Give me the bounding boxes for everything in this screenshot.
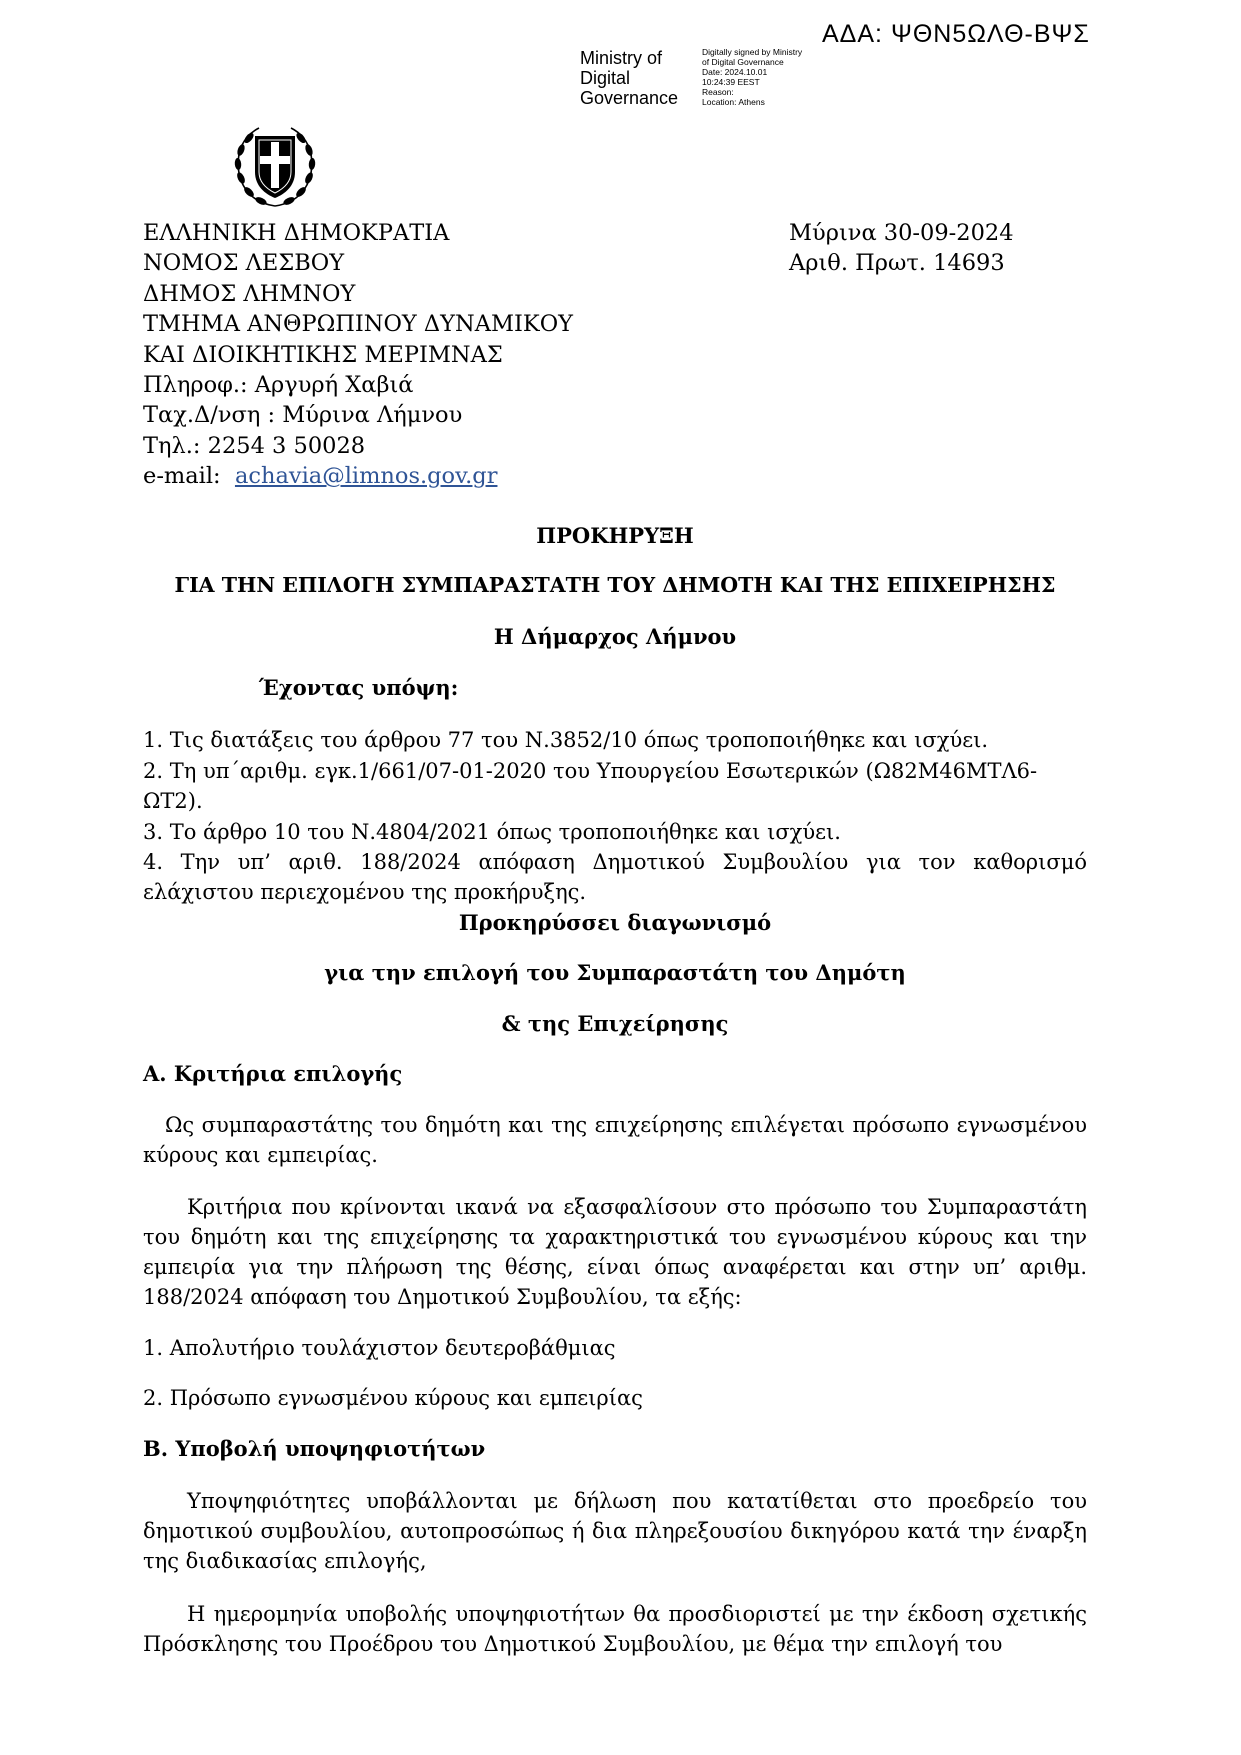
consideration-item: 1. Τις διατάξεις του άρθρου 77 του Ν.3852/10 όπως τροποποιήθηκε και ισχύει. — [143, 728, 989, 752]
header-line: ΚΑΙ ΔΙΟΙΚΗΤΙΚΗΣ ΜΕΡΙΜΝΑΣ — [143, 341, 503, 368]
signature-details — [702, 47, 802, 107]
document-title: ΠΡΟΚΗΡΥΞΗ — [536, 523, 694, 548]
place-date: Μύρινα 30-09-2024 — [789, 220, 1014, 246]
header-line: ΤΜΗΜΑ ΑΝΘΡΩΠΙΝΟΥ ΔΥΝΑΜΙΚΟΥ — [143, 311, 574, 338]
signature-org-line: Digital — [580, 68, 631, 88]
signature-detail-line: Digitally signed by Ministry — [702, 47, 803, 57]
signature-detail-line: 10:24:39 EEST — [702, 77, 760, 87]
considerations-list — [143, 725, 1087, 907]
signature-org-line: Governance — [580, 88, 679, 108]
criteria-item-1: 1. Απολυτήριο τουλάχιστον δευτεροβάθμιας — [143, 1336, 616, 1360]
email-line — [143, 461, 573, 491]
header-line: Ταχ.Δ/νση : Μύρινα Λήμνου — [143, 402, 463, 429]
email-link[interactable]: achavia@limnos.gov.gr — [234, 463, 498, 490]
section-b-paragraph-1: Υποψηφιότητες υποβάλλονται με δήλωση που κατατίθεται στο προεδρείο του δημοτικού συμβουλίου, αυτοπροσώπως ή δια πληρεξουσίου δικηγόρου κατά την έναρξη της διαδικασίας επιλογής, — [143, 1489, 1087, 1573]
section-a-heading: Α. Κριτήρια επιλογής — [143, 1061, 403, 1086]
consideration-item: 2. Τη υπ΄αριθμ. εγκ.1/661/07-01-2020 του Υπουργείου Εσωτερικών (Ω82Μ46ΜΤΛ6-ΩΤ2). — [143, 758, 1038, 814]
greek-coat-of-arms-icon — [229, 120, 321, 212]
date-protocol — [789, 218, 1014, 279]
document-subtitle: ΓΙΑ ΤΗΝ ΕΠΙΛΟΓΗ ΣΥΜΠΑΡΑΣΤΑΤΗ ΤΟΥ ΔΗΜΟΤΗ ΚΑΙ ΤΗΣ ΕΠΙΧΕΙΡΗΣΗΣ — [174, 573, 1056, 597]
section-a-paragraph-1: Ως συμπαραστάτης του δημότη και της επιχείρησης επιλέγεται πρόσωπο εγνωσμένου κύρους και εμπειρίας. — [143, 1113, 1087, 1167]
consideration-item: 3. Το άρθρο 10 του Ν.4804/2021 όπως τροποποιήθηκε και ισχύει. — [143, 819, 841, 844]
header-line: Τηλ.: 2254 3 50028 — [143, 432, 366, 459]
email-label: e-mail: — [143, 463, 221, 490]
signature-detail-line: Date: 2024.10.01 — [702, 67, 768, 77]
header-line: ΝΟΜΟΣ ΛΕΣΒΟΥ — [143, 250, 345, 277]
section-a-paragraph-2: Κριτήρια που κρίνονται ικανά να εξασφαλίσουν στο πρόσωπο του Συμπαραστάτη του δημότη και της επιχείρησης τα χαρακτηριστικά του εγνωσμένου κύρους και την εμπειρία για την πλήρωση της θέσης, είναι όπως αναφέρεται και στην υπ’ αριθμ. 188/2024 απόφαση του Δημοτικού Συμβουλίου, τα εξής: — [143, 1195, 1087, 1309]
header-line: ΕΛΛΗΝΙΚΗ ΔΗΜΟΚΡΑΤΙΑ — [143, 220, 450, 246]
announce-line-2: για την επιλογή του Συμπαραστάτη του Δημότη — [324, 960, 906, 985]
signature-detail-line: Reason: — [702, 87, 734, 97]
announce-line-1: Προκηρύσσει διαγωνισμό — [458, 910, 772, 935]
protocol-number: Αριθ. Πρωτ. 14693 — [789, 250, 1005, 277]
section-b-paragraph-2: Η ημερομηνία υποβολής υποψηφιοτήτων θα προσδιοριστεί με την έκδοση σχετικής Πρόσκλησης του Προέδρου του Δημοτικού Συμβουλίου, με θέμα την επιλογή του — [143, 1602, 1087, 1656]
signature-org-line: Ministry of — [580, 48, 663, 68]
section-b-heading: Β. Υποβολή υποψηφιοτήτων — [143, 1436, 486, 1461]
ada-code: ΑΔΑ: ΨΘΝ5ΩΛΘ-ΒΨΣ — [822, 20, 1090, 48]
signature-detail-line: of Digital Governance — [702, 57, 784, 67]
consideration-item: 4. Την υπ’ αριθ. 188/2024 απόφαση Δημοτικού Συμβουλίου για τον καθορισμό ελάχιστου περιεχομένου της προκήρυξης. — [143, 850, 1087, 905]
sender-header — [143, 218, 573, 492]
header-line: ΔΗΜΟΣ ΛΗΜΝΟΥ — [143, 280, 356, 307]
mayor-heading: Η Δήμαρχος Λήμνου — [493, 624, 737, 649]
announce-line-3: & της Επιχείρησης — [501, 1011, 729, 1036]
signature-detail-line: Location: Athens — [702, 97, 765, 107]
header-line: Πληροφ.: Αργυρή Χαβιά — [143, 372, 414, 399]
signature-organization — [580, 48, 678, 108]
considering-heading: Έχοντας υπόψη: — [259, 675, 459, 700]
criteria-item-2: 2. Πρόσωπο εγνωσμένου κύρους και εμπειρίας — [143, 1386, 643, 1410]
